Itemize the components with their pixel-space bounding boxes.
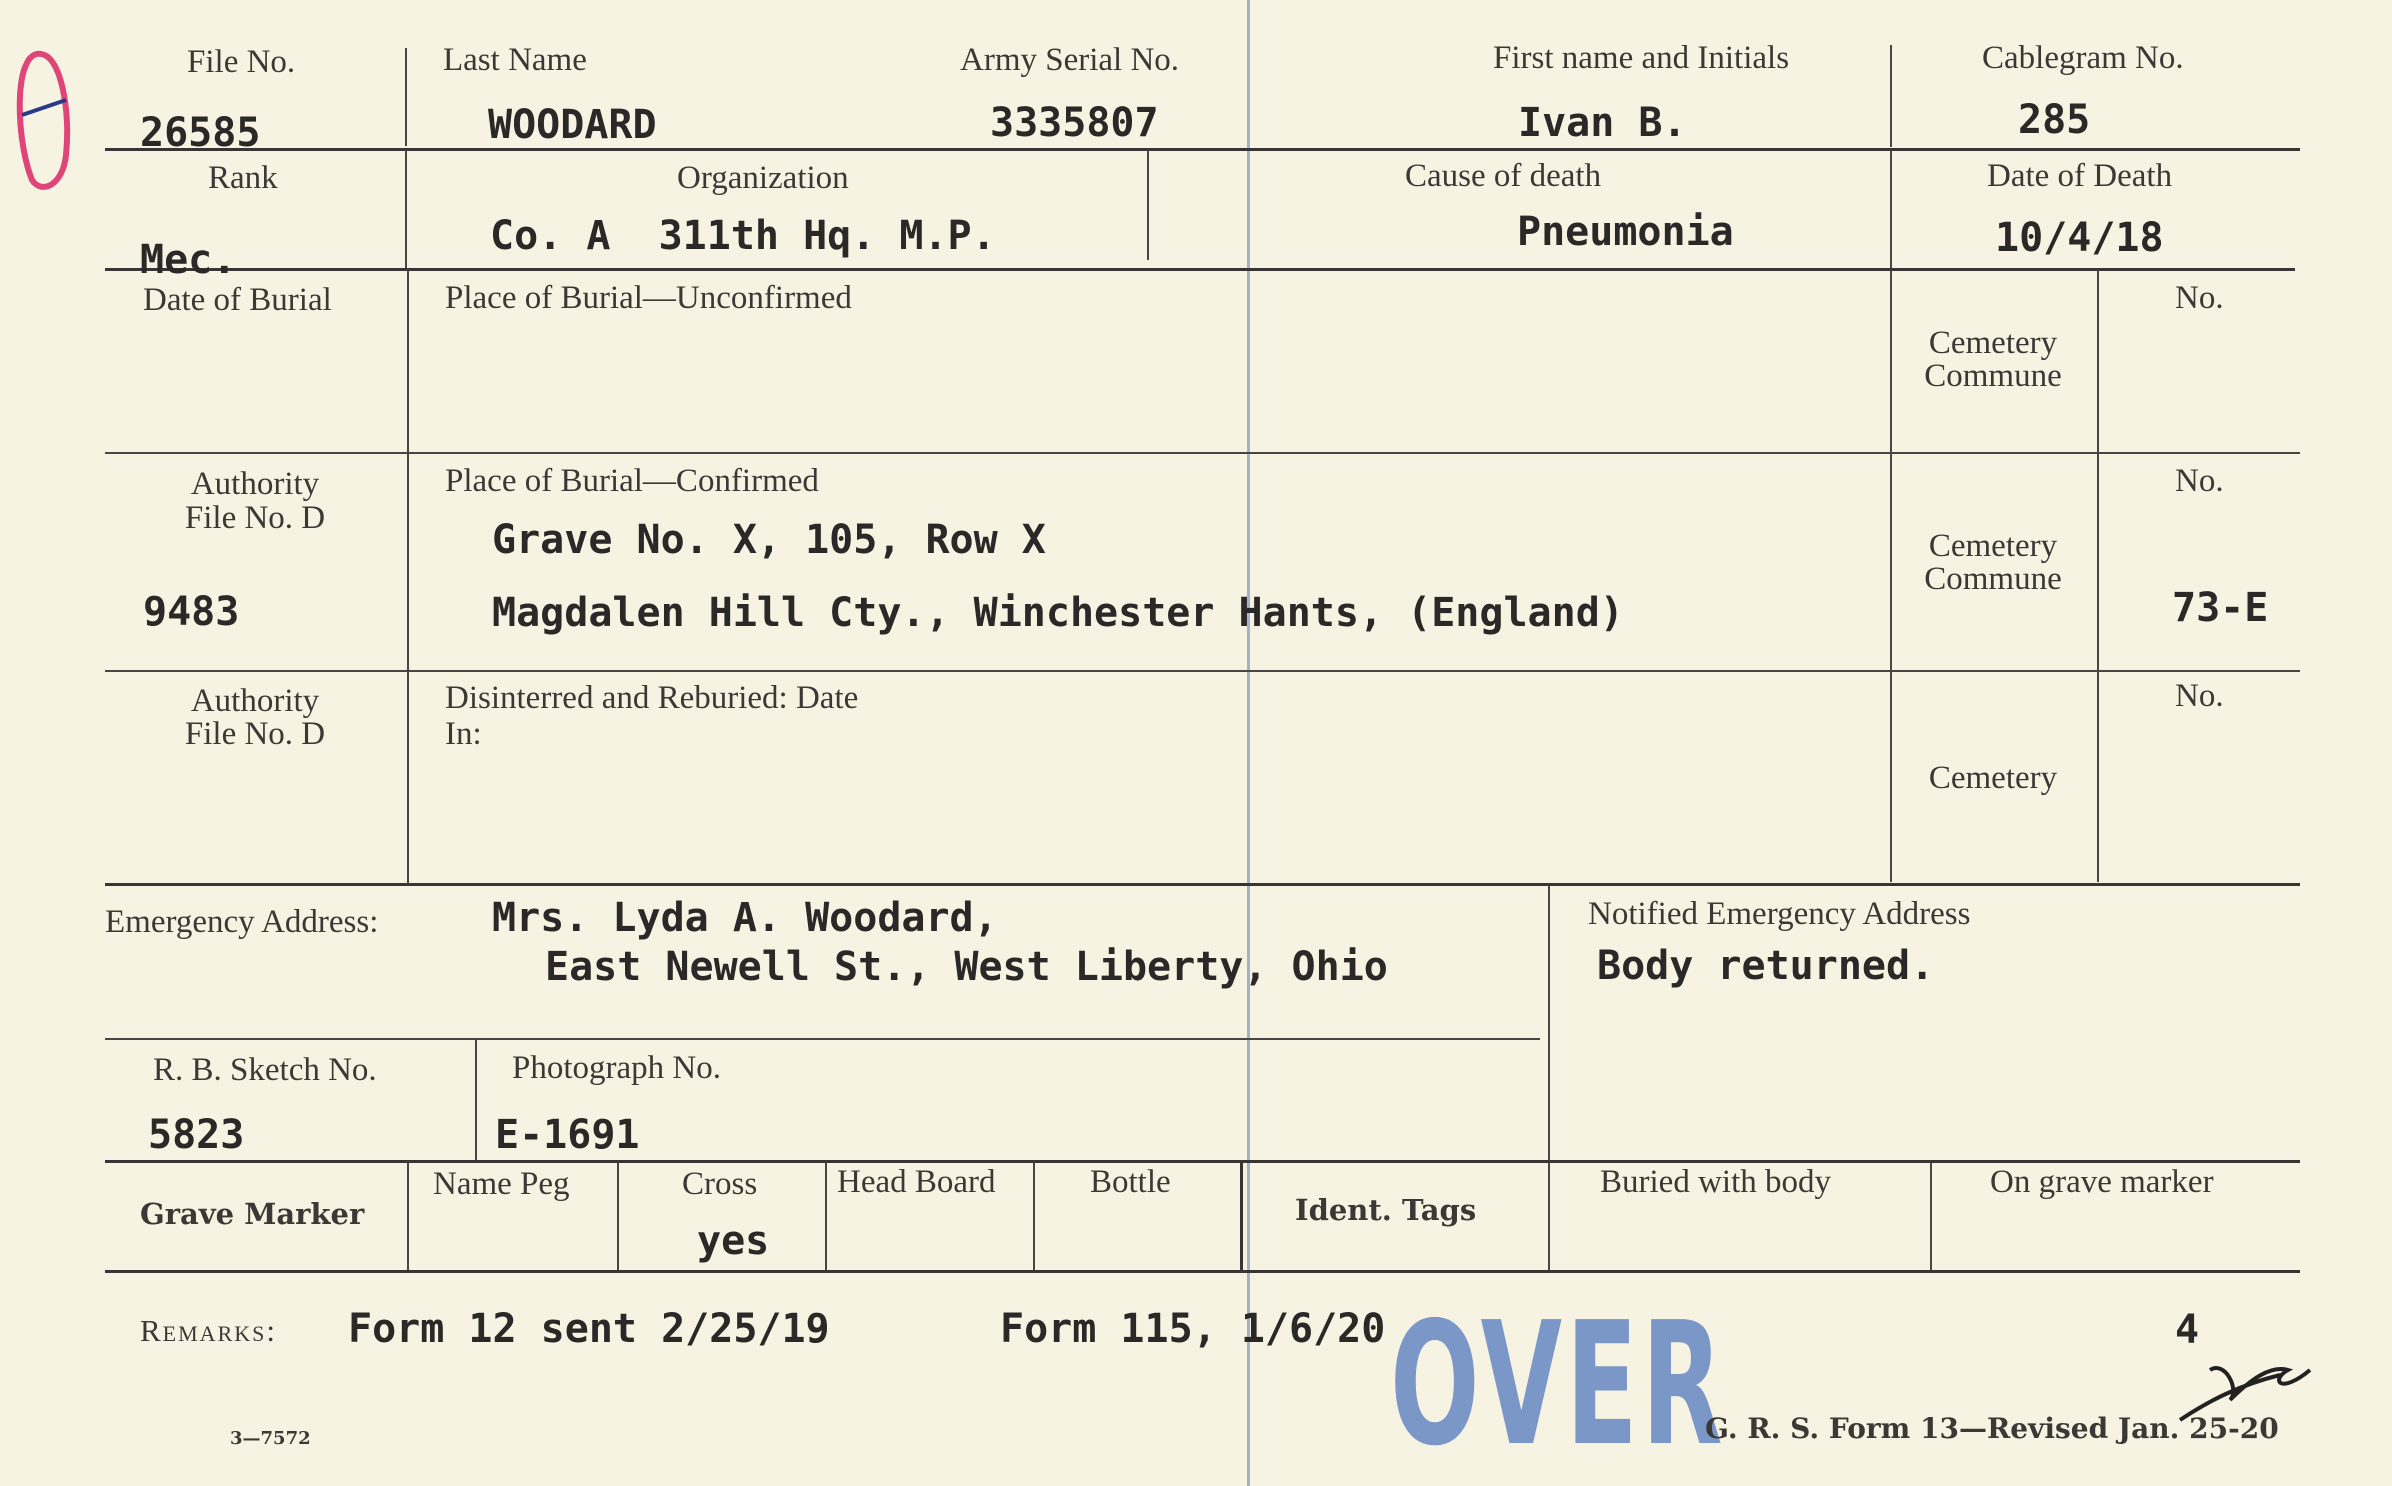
cablegram-value: 285 [2018, 97, 2091, 143]
last-name-value: WOODARD [488, 102, 657, 148]
rule-marker [105, 1270, 2300, 1273]
vrule [1548, 885, 1550, 1160]
cause-value: Pneumonia [1517, 209, 1734, 255]
notified-value: Body returned. [1597, 943, 1935, 989]
rank-label: Rank [208, 160, 278, 196]
rank-value: Mec. [140, 237, 237, 283]
last-name-label: Last Name [443, 42, 587, 78]
remark-number: 4 [2175, 1307, 2200, 1353]
rule-reburial [105, 883, 2300, 886]
authority-label: Authority [190, 683, 320, 719]
grave-location: Grave No. X, 105, Row X [492, 517, 1046, 563]
serial-value: 3335807 [990, 100, 1159, 146]
reburied-label: Disinterred and Reburied: Date [445, 680, 859, 716]
date-burial-label: Date of Burial [143, 282, 332, 318]
rule-unconfirmed [105, 452, 2300, 454]
vrule [407, 1162, 409, 1270]
print-code: 3—7572 [230, 1428, 311, 1449]
vrule [1548, 1162, 1550, 1270]
vrule [2097, 270, 2099, 882]
initials-signature-icon [2170, 1340, 2330, 1430]
remark-form115: Form 115, 1/6/20 [1000, 1306, 1386, 1352]
cross-value: yes [697, 1218, 770, 1264]
vrule [825, 1162, 827, 1270]
place-confirmed-label: Place of Burial—Confirmed [445, 463, 819, 499]
first-name-value: Ivan B. [1518, 100, 1687, 146]
rb-sketch-label: R. B. Sketch No. [153, 1052, 377, 1088]
grave-marker-label: Grave Marker [140, 1197, 365, 1231]
file-no-label: File No. [187, 44, 296, 80]
rule-sketch [105, 1160, 2300, 1163]
organization-value: Co. A 311th Hq. M.P. [490, 213, 996, 259]
cross-label: Cross [682, 1166, 758, 1202]
head-board-label: Head Board [837, 1164, 996, 1200]
cause-label: Cause of death [1405, 158, 1602, 194]
buried-with-body-label: Buried with body [1600, 1164, 1831, 1200]
commune-label: Commune [1924, 358, 2062, 394]
cablegram-label: Cablegram No. [1982, 40, 2184, 76]
no-label: No. [2175, 678, 2224, 714]
emergency-address-label: Emergency Address: [105, 904, 379, 940]
photograph-value: E-1691 [495, 1112, 640, 1158]
vrule [1890, 150, 1892, 268]
emergency-address-line2: East Newell St., West Liberty, Ohio [545, 944, 1388, 990]
rule-row2 [105, 268, 2295, 271]
rb-sketch-value: 5823 [148, 1112, 245, 1158]
date-death-value: 10/4/18 [1995, 215, 2164, 261]
cemetery-location: Magdalen Hill Cty., Winchester Hants, (England) [492, 590, 1624, 636]
vrule [617, 1162, 619, 1270]
pink-pen-mark-icon [8, 45, 78, 195]
vrule [405, 48, 407, 146]
no-label: No. [2175, 463, 2224, 499]
name-peg-label: Name Peg [433, 1166, 570, 1202]
authority-file-label: File No. D [184, 716, 326, 752]
over-stamp: OVER [1390, 1286, 1727, 1484]
vrule [1890, 45, 1892, 147]
rule-emergency [105, 1038, 1540, 1040]
no-label: No. [2175, 280, 2224, 316]
bottle-label: Bottle [1090, 1164, 1171, 1200]
form-id: G. R. S. Form 13—Revised Jan. 25-20 [1705, 1412, 2279, 1445]
date-death-label: Date of Death [1987, 158, 2173, 194]
cemetery-label: Cemetery [1928, 760, 2058, 796]
organization-label: Organization [677, 160, 849, 196]
authority-label: Authority [190, 466, 320, 502]
ident-tags-label: Ident. Tags [1295, 1193, 1477, 1227]
cemetery-label: Cemetery [1928, 528, 2058, 564]
vrule [1890, 270, 1892, 882]
photograph-label: Photograph No. [512, 1050, 721, 1086]
commune-label: Commune [1924, 561, 2062, 597]
reburied-in-label: In: [445, 716, 482, 752]
on-grave-marker-label: On grave marker [1990, 1164, 2214, 1200]
rule-header [105, 148, 2300, 151]
authority-file-value: 9483 [143, 589, 240, 635]
place-unconfirmed-label: Place of Burial—Unconfirmed [445, 280, 852, 316]
authority-file-label: File No. D [184, 500, 326, 536]
remark-form12: Form 12 sent 2/25/19 [348, 1306, 830, 1352]
first-name-label: First name and Initials [1493, 40, 1790, 76]
plot-no-value: 73-E [2172, 585, 2269, 631]
fold-line [1247, 0, 1250, 1486]
vrule [1033, 1162, 1035, 1270]
serial-label: Army Serial No. [960, 42, 1180, 78]
remarks-label: Remarks: [140, 1313, 277, 1348]
notified-label: Notified Emergency Address [1588, 896, 1971, 932]
vrule [1930, 1162, 1932, 1270]
vrule [1240, 1162, 1243, 1270]
cemetery-label: Cemetery [1928, 325, 2058, 361]
emergency-address-line1: Mrs. Lyda A. Woodard, [492, 895, 998, 941]
vrule [475, 1040, 477, 1160]
vrule [407, 270, 409, 884]
vrule [405, 150, 407, 268]
rule-confirmed [105, 670, 2300, 672]
vrule [1147, 150, 1149, 260]
file-no-value: 26585 [140, 110, 261, 156]
